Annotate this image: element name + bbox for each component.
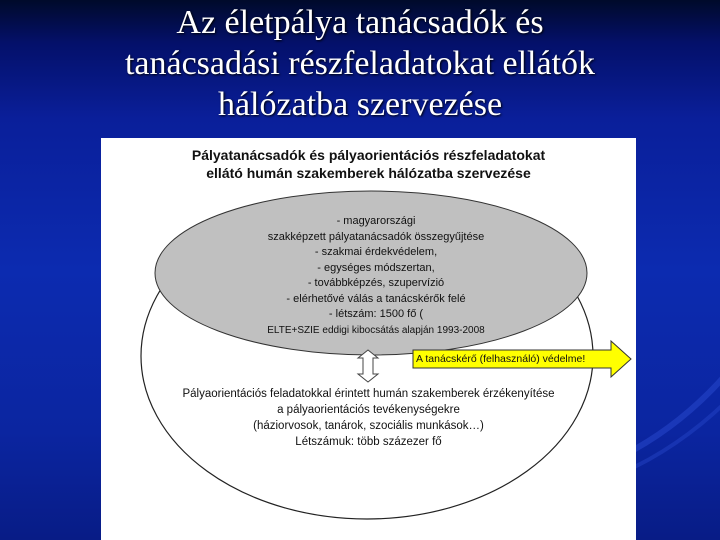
inner-line-2: szakképzett pályatanácsadók összegyűjtése bbox=[267, 230, 485, 243]
inner-line-6: - elérhetővé válás a tanácskérők felé bbox=[286, 292, 466, 305]
outer-ellipse-text bbox=[131, 386, 606, 450]
inner-line-4: - egységes módszertan, bbox=[317, 261, 435, 274]
outer-line-3: (háziorvosok, tanárok, szociális munkások…) bbox=[253, 420, 484, 432]
slide-title-line-2: tanácsadási részfeladatokat ellátók bbox=[124, 45, 596, 82]
inner-line-8: ELTE+SZIE eddigi kibocsátás alapján 1993-2008 bbox=[267, 324, 485, 336]
slide-title-line-1: Az életpálya tanácsadók és bbox=[176, 4, 544, 41]
arrow-label: A tanácskérő (felhasználó) védelme! bbox=[416, 353, 586, 365]
outer-line-2: a pályaorientációs tevékenységekre bbox=[277, 404, 460, 416]
inner-line-1: - magyarországi bbox=[336, 215, 416, 227]
diagram-heading-line-1: Pályatanácsadók és pályaorientációs részfeladatokat bbox=[191, 147, 546, 163]
outer-line-1: Pályaorientációs feladatokkal érintett humán szakemberek érzékenyítése bbox=[182, 388, 555, 400]
slide-title bbox=[0, 2, 720, 125]
diagram-heading-line-2: ellátó humán szakemberek hálózatba szervezése bbox=[206, 165, 531, 181]
outer-line-4: Létszámuk: több százezer fő bbox=[295, 436, 442, 448]
diagram-heading bbox=[101, 146, 636, 182]
inner-ellipse-text bbox=[211, 214, 541, 338]
network-diagram bbox=[101, 138, 636, 540]
inner-line-3: - szakmai érdekvédelem, bbox=[314, 246, 438, 258]
slide-title-line-3: hálózatba szervezése bbox=[217, 86, 503, 123]
diagram-panel bbox=[101, 138, 636, 540]
inner-line-7: - létszám: 1500 fő ( bbox=[328, 308, 424, 320]
inner-line-5: - továbbképzés, szupervízió bbox=[307, 277, 445, 289]
